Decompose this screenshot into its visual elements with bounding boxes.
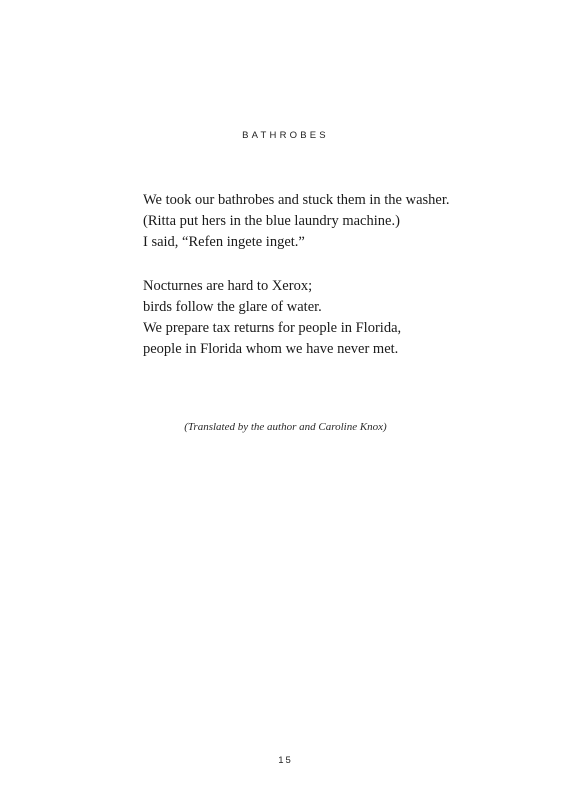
page-number: 15 <box>278 755 293 766</box>
translation-credit: (Translated by the author and Caroline Knox) <box>184 421 387 433</box>
poem-line: We prepare tax returns for people in Florida, <box>143 320 402 336</box>
poem-line: We took our bathrobes and stuck them in the washer. <box>143 192 450 208</box>
poem-title: BATHROBES <box>242 130 329 141</box>
poem-line: I said, “Refen ingete inget.” <box>143 234 305 250</box>
poem-line: birds follow the glare of water. <box>143 299 322 315</box>
poem-stanza-1 <box>143 190 449 253</box>
poem-stanza-2 <box>143 276 401 360</box>
poem-line: (Ritta put hers in the blue laundry machine.) <box>143 213 400 229</box>
poem-line: Nocturnes are hard to Xerox; <box>143 278 313 294</box>
poem-line: people in Florida whom we have never met. <box>143 341 399 357</box>
